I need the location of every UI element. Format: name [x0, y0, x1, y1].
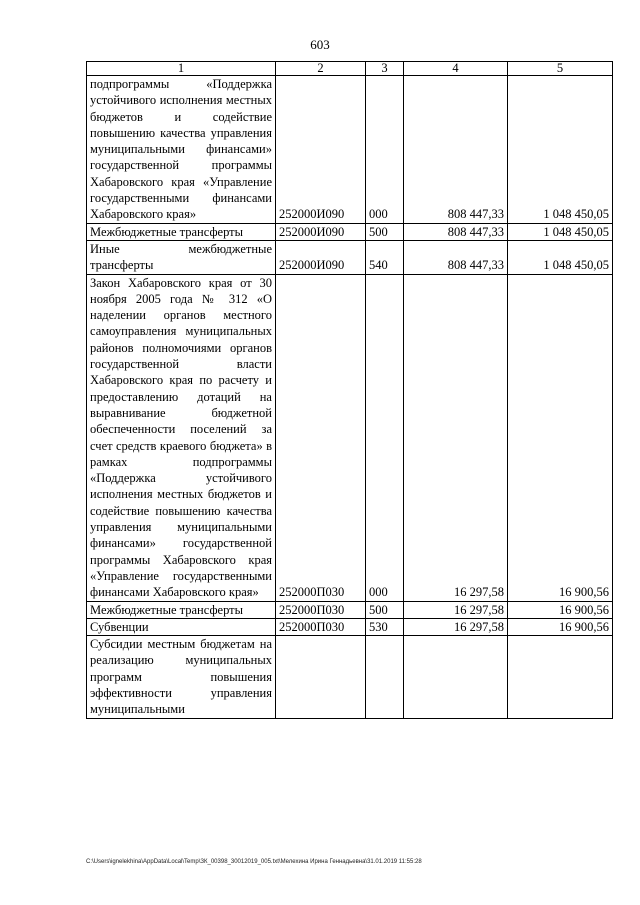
row-sum-1: 808 447,33 [404, 240, 508, 274]
file-path-footer: C:\Users\ignelekhina\AppData\Local\Temp\ЗК_00398_30012019_005.txt\Мелехина Ирина Геннадьевна\31.01.2019 11:55:28 [86, 859, 422, 865]
column-header: 2 [276, 62, 366, 76]
row-type: 530 [366, 618, 404, 635]
row-name: Межбюджетные трансферты [87, 223, 276, 240]
row-name: Межбюджетные трансферты [87, 601, 276, 618]
row-sum-2: 1 048 450,05 [508, 76, 613, 224]
row-sum-2: 16 900,56 [508, 618, 613, 635]
row-type: 540 [366, 240, 404, 274]
row-code [276, 636, 366, 718]
row-code: 252000П030 [276, 274, 366, 601]
row-name: Закон Хабаровского края от 30 ноября 2005 года № 312 «О наделении органов местного самоуправления муниципальных районов полномочиями органов государственной власти Хабаровского края по расчету и предоставлению дотаций на выравнивание бюджетной обеспеченности поселений за счет средств краевого бюджета» в рамках подпрограммы «Поддержка устойчивого исполнения местных бюджетов и содействие повышению качества управления муниципальными финансами» государственной программы Хабаровского края «Управление государственными финансами Хабаровского края» [87, 274, 276, 601]
row-name: подпрограммы «Поддержка устойчивого исполнения местных бюджетов и содействие повышению качества управления муниципальными финансами» государственной программы Хабаровского края «Управление государственными финансами Хабаровского края» [87, 76, 276, 224]
column-header: 4 [404, 62, 508, 76]
table-row [87, 76, 613, 224]
row-name: Субсидии местным бюджетам на реализацию муниципальных программ повышения эффективности управления муниципальными [87, 636, 276, 718]
table-row [87, 636, 613, 718]
column-header: 5 [508, 62, 613, 76]
row-code: 252000И090 [276, 240, 366, 274]
row-sum-1: 16 297,58 [404, 601, 508, 618]
row-sum-1: 16 297,58 [404, 274, 508, 601]
row-name: Субвенции [87, 618, 276, 635]
column-header: 1 [87, 62, 276, 76]
row-name: Иные межбюджетные трансферты [87, 240, 276, 274]
row-sum-2 [508, 636, 613, 718]
column-header: 3 [366, 62, 404, 76]
row-sum-1: 808 447,33 [404, 76, 508, 224]
row-sum-2: 1 048 450,05 [508, 240, 613, 274]
row-type: 500 [366, 223, 404, 240]
row-code: 252000И090 [276, 223, 366, 240]
row-code: 252000П030 [276, 618, 366, 635]
row-sum-1: 16 297,58 [404, 618, 508, 635]
row-sum-2: 1 048 450,05 [508, 223, 613, 240]
table-row [87, 274, 613, 601]
table-header-row [87, 62, 613, 76]
row-sum-2: 16 900,56 [508, 601, 613, 618]
row-type: 000 [366, 274, 404, 601]
table-row [87, 601, 613, 618]
table-row [87, 618, 613, 635]
row-sum-2: 16 900,56 [508, 274, 613, 601]
row-sum-1 [404, 636, 508, 718]
budget-table [86, 61, 613, 719]
row-code: 252000И090 [276, 76, 366, 224]
page-number: 603 [310, 37, 330, 52]
table-row [87, 223, 613, 240]
row-type: 000 [366, 76, 404, 224]
row-sum-1: 808 447,33 [404, 223, 508, 240]
table-row [87, 240, 613, 274]
row-type: 500 [366, 601, 404, 618]
row-type [366, 636, 404, 718]
row-code: 252000П030 [276, 601, 366, 618]
